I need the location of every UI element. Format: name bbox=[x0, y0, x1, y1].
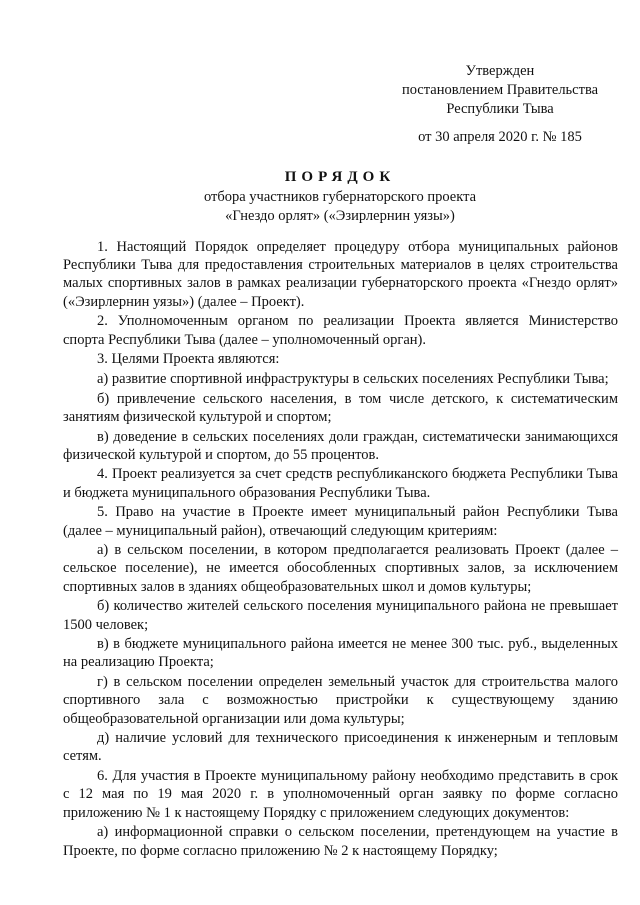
paragraph: а) информационной справки о сельском поселении, претендующем на участие в Проекте, по форме согласно приложению № 2 к настоящему Порядку; bbox=[63, 824, 618, 859]
paragraph: д) наличие условий для технического присоединения к инженерным и тепловым сетям. bbox=[63, 730, 618, 765]
approval-date: от 30 апреля 2020 г. № 185 bbox=[418, 129, 582, 145]
paragraph: в) в бюджете муниципального района имеется не менее 300 тыс. руб., выделенных на реализацию Проекта; bbox=[63, 636, 618, 671]
paragraph: 6. Для участия в Проекте муниципальному району необходимо представить в срок с 12 мая по 19 мая 2020 г. в уполномоченный орган заявку по форме согласно приложению № 1 к настоящему Порядку с приложением следующих документов: bbox=[63, 768, 618, 821]
paragraph: 3. Целями Проекта являются: bbox=[97, 351, 280, 368]
paragraph: а) развитие спортивной инфраструктуры в сельских поселениях Республики Тыва; bbox=[97, 370, 609, 387]
document-title-block bbox=[60, 168, 620, 226]
paragraph: б) привлечение сельского населения, в том числе детского, к систематическим занятиям физической культурой и спортом; bbox=[63, 390, 618, 425]
document-subtitle-line1: отбора участников губернаторского проекта bbox=[203, 189, 477, 205]
approval-line-approved: Утвержден bbox=[465, 63, 535, 79]
paragraph: 1. Настоящий Порядок определяет процедуру отбора муниципальных районов Республики Тыва для предоставления строительных материалов в целях строительства малых спортивных залов в рамках реализации губернаторского проекта «Гнездо орлят» («Эзирлернин уязы») (далее – Проект). bbox=[63, 239, 618, 310]
paragraph: б) количество жителей сельского поселения муниципального района не превышает 1500 человек; bbox=[63, 598, 618, 633]
document-body bbox=[63, 238, 618, 860]
paragraph: 5. Право на участие в Проекте имеет муниципальный район Республики Тыва (далее – муниципальный район), отвечающий следующим критериям: bbox=[63, 504, 618, 539]
approval-block bbox=[380, 62, 620, 147]
approval-line-republic: Республики Тыва bbox=[446, 101, 554, 117]
approval-line-resolution: постановлением Правительства bbox=[401, 82, 599, 98]
paragraph: в) доведение в сельских поселениях доли граждан, систематически занимающихся физической культурой и спортом, до 55 процентов. bbox=[63, 428, 618, 463]
paragraph: г) в сельском поселении определен земельный участок для строительства малого спортивного зала с возможностью пристройки к существующему зданию общеобразовательной организации или дома культуры; bbox=[63, 674, 618, 727]
paragraph: 4. Проект реализуется за счет средств республиканского бюджета Республики Тыва и бюджета муниципального образования Республики Тыва. bbox=[63, 466, 618, 501]
paragraph: 2. Уполномоченным органом по реализации Проекта является Министерство спорта Республики Тыва (далее – уполномоченный орган). bbox=[63, 313, 618, 348]
paragraph: а) в сельском поселении, в котором предполагается реализовать Проект (далее – сельское поселение), не имеется обособленных спортивных залов, за исключением спортивных залов в зданиях общеобразовательных школ и домов культуры; bbox=[63, 542, 618, 595]
document-heading: ПОРЯДОК bbox=[284, 169, 396, 185]
document-subtitle-line2: «Гнездо орлят» («Эзирлернин уязы») bbox=[225, 208, 455, 224]
